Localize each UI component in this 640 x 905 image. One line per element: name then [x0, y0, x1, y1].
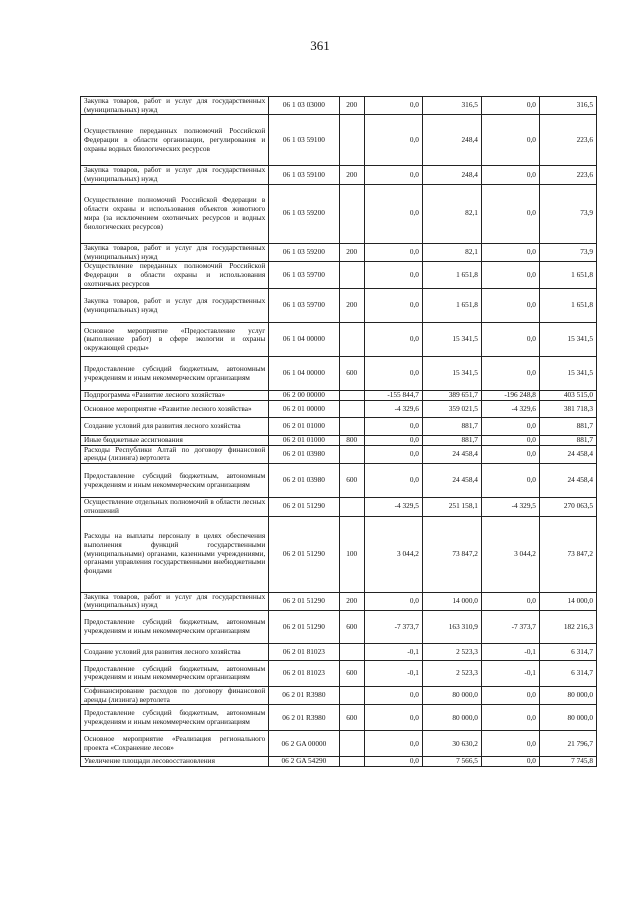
- expense-type-cell: [339, 498, 364, 516]
- amount-total-2-cell: 21 796,7: [539, 731, 596, 757]
- target-code-cell: 06 1 04 00000: [269, 357, 339, 391]
- expense-type-cell: [339, 184, 364, 243]
- amount-total-2-cell: 73,9: [539, 243, 596, 261]
- amount-change-1-cell: 0,0: [364, 445, 422, 463]
- expense-name-cell: Расходы на выплаты персоналу в целях обеспечения выполнения функций государственными (муниципальными) органами, казенными учреждениями, органами управления государственными внебюджетными фондами: [81, 516, 269, 592]
- amount-change-1-cell: -4 329,6: [364, 401, 422, 418]
- expense-type-cell: [339, 445, 364, 463]
- amount-total-2-cell: 15 341,5: [539, 357, 596, 391]
- amount-total-2-cell: 80 000,0: [539, 686, 596, 704]
- table-row: [81, 705, 597, 731]
- expense-name-cell: Осуществление отдельных полномочий в области лесных отношений: [81, 498, 269, 516]
- expense-type-cell: 600: [339, 464, 364, 498]
- expense-type-cell: 200: [339, 97, 364, 115]
- target-code-cell: 06 2 01 01000: [269, 436, 339, 446]
- table-row: [81, 660, 597, 686]
- expense-name-cell: Основное мероприятие «Реализация регионального проекта «Сохранение лесов»: [81, 731, 269, 757]
- expense-name-cell: Предоставление субсидий бюджетным, автономным учреждениям и иным некоммерческим организациям: [81, 705, 269, 731]
- expense-name-cell: Предоставление субсидий бюджетным, автономным учреждениям и иным некоммерческим организациям: [81, 610, 269, 643]
- table-row: [81, 97, 597, 115]
- expense-name-cell: Предоставление субсидий бюджетным, автономным учреждениям и иным некоммерческим организациям: [81, 660, 269, 686]
- amount-total-1-cell: 15 341,5: [422, 357, 481, 391]
- table-row: [81, 243, 597, 261]
- amount-change-1-cell: 0,0: [364, 97, 422, 115]
- amount-change-1-cell: -0,1: [364, 660, 422, 686]
- amount-change-1-cell: 0,0: [364, 686, 422, 704]
- table-row: [81, 445, 597, 463]
- amount-total-1-cell: 163 310,9: [422, 610, 481, 643]
- target-code-cell: 06 2 01 51290: [269, 610, 339, 643]
- target-code-cell: 06 1 03 59100: [269, 166, 339, 184]
- target-code-cell: 06 2 01 81023: [269, 660, 339, 686]
- expense-type-cell: 800: [339, 436, 364, 446]
- amount-change-2-cell: -7 373,7: [481, 610, 539, 643]
- expense-type-cell: 600: [339, 357, 364, 391]
- amount-total-1-cell: 248,4: [422, 166, 481, 184]
- expense-name-cell: Закупка товаров, работ и услуг для государственных (муниципальных) нужд: [81, 592, 269, 610]
- expense-type-cell: 200: [339, 592, 364, 610]
- expense-type-cell: [339, 643, 364, 660]
- amount-total-2-cell: 80 000,0: [539, 705, 596, 731]
- expense-name-cell: Предоставление субсидий бюджетным, автономным учреждениям и иным некоммерческим организациям: [81, 357, 269, 391]
- expense-type-cell: 100: [339, 516, 364, 592]
- expense-type-cell: 600: [339, 705, 364, 731]
- expense-name-cell: Осуществление полномочий Российской Федерации в области охраны и использования объектов животного мира (за исключением охотничьих ресурсов и водных биологических ресурсов): [81, 184, 269, 243]
- amount-change-2-cell: 0,0: [481, 166, 539, 184]
- amount-change-2-cell: 0,0: [481, 418, 539, 436]
- target-code-cell: 06 2 01 51290: [269, 592, 339, 610]
- amount-change-2-cell: -4 329,5: [481, 498, 539, 516]
- amount-change-2-cell: 0,0: [481, 357, 539, 391]
- expense-name-cell: Осуществление переданных полномочий Российской Федерации в области организации, регулирования и охраны водных биологических ресурсов: [81, 115, 269, 166]
- amount-change-1-cell: 0,0: [364, 592, 422, 610]
- amount-total-1-cell: 80 000,0: [422, 705, 481, 731]
- target-code-cell: 06 2 01 81023: [269, 643, 339, 660]
- amount-change-2-cell: 0,0: [481, 323, 539, 357]
- amount-total-2-cell: 403 515,0: [539, 391, 596, 401]
- amount-total-1-cell: 7 566,5: [422, 757, 481, 767]
- amount-total-1-cell: 248,4: [422, 115, 481, 166]
- table-row: [81, 357, 597, 391]
- table-row: [81, 464, 597, 498]
- amount-change-1-cell: -4 329,5: [364, 498, 422, 516]
- table-row: [81, 166, 597, 184]
- amount-total-2-cell: 881,7: [539, 436, 596, 446]
- amount-total-2-cell: 14 000,0: [539, 592, 596, 610]
- amount-change-2-cell: 0,0: [481, 115, 539, 166]
- amount-change-1-cell: 0,0: [364, 262, 422, 289]
- amount-total-1-cell: 24 458,4: [422, 445, 481, 463]
- target-code-cell: 06 1 03 59700: [269, 289, 339, 323]
- amount-change-1-cell: 0,0: [364, 436, 422, 446]
- amount-change-1-cell: 0,0: [364, 115, 422, 166]
- target-code-cell: 06 2 01 51290: [269, 516, 339, 592]
- expense-type-cell: 600: [339, 610, 364, 643]
- expense-type-cell: [339, 401, 364, 418]
- amount-change-1-cell: 0,0: [364, 184, 422, 243]
- table-row: [81, 401, 597, 418]
- amount-change-2-cell: 0,0: [481, 445, 539, 463]
- expense-type-cell: [339, 686, 364, 704]
- amount-total-2-cell: 24 458,4: [539, 445, 596, 463]
- amount-change-2-cell: 0,0: [481, 686, 539, 704]
- amount-total-2-cell: 6 314,7: [539, 643, 596, 660]
- amount-total-1-cell: 251 158,1: [422, 498, 481, 516]
- expense-name-cell: Подпрограмма «Развитие лесного хозяйства»: [81, 391, 269, 401]
- amount-change-1-cell: 0,0: [364, 705, 422, 731]
- amount-change-2-cell: 0,0: [481, 97, 539, 115]
- expense-type-cell: [339, 418, 364, 436]
- target-code-cell: 06 2 01 03980: [269, 445, 339, 463]
- amount-total-2-cell: 223,6: [539, 166, 596, 184]
- amount-change-2-cell: 0,0: [481, 184, 539, 243]
- table-row: [81, 757, 597, 767]
- amount-change-2-cell: 0,0: [481, 731, 539, 757]
- amount-change-1-cell: 0,0: [364, 323, 422, 357]
- amount-change-2-cell: -0,1: [481, 643, 539, 660]
- amount-total-1-cell: 2 523,3: [422, 643, 481, 660]
- expense-name-cell: Расходы Республики Алтай по договору финансовой аренды (лизинга) вертолета: [81, 445, 269, 463]
- expense-name-cell: Закупка товаров, работ и услуг для государственных (муниципальных) нужд: [81, 289, 269, 323]
- expense-name-cell: Основное мероприятие «Развитие лесного хозяйства»: [81, 401, 269, 418]
- amount-change-2-cell: 0,0: [481, 464, 539, 498]
- amount-change-1-cell: 0,0: [364, 357, 422, 391]
- expense-type-cell: 200: [339, 166, 364, 184]
- amount-total-2-cell: 7 745,8: [539, 757, 596, 767]
- amount-change-1-cell: 0,0: [364, 243, 422, 261]
- amount-change-2-cell: 0,0: [481, 757, 539, 767]
- target-code-cell: 06 2 GA 00000: [269, 731, 339, 757]
- amount-change-1-cell: 0,0: [364, 418, 422, 436]
- amount-total-1-cell: 82,1: [422, 184, 481, 243]
- table-row: [81, 289, 597, 323]
- table-row: [81, 643, 597, 660]
- amount-total-1-cell: 73 847,2: [422, 516, 481, 592]
- expense-name-cell: Основное мероприятие «Предоставление услуг (выполнение работ) в сфере экологии и охраны окружающей среды»: [81, 323, 269, 357]
- target-code-cell: 06 2 01 51290: [269, 498, 339, 516]
- target-code-cell: 06 1 03 59100: [269, 115, 339, 166]
- amount-total-2-cell: 316,5: [539, 97, 596, 115]
- amount-change-2-cell: -196 248,8: [481, 391, 539, 401]
- expense-type-cell: [339, 115, 364, 166]
- expense-type-cell: [339, 731, 364, 757]
- amount-total-2-cell: 881,7: [539, 418, 596, 436]
- amount-total-1-cell: 389 651,7: [422, 391, 481, 401]
- amount-change-2-cell: 0,0: [481, 243, 539, 261]
- amount-total-2-cell: 15 341,5: [539, 323, 596, 357]
- table-row: [81, 418, 597, 436]
- amount-total-2-cell: 1 651,8: [539, 262, 596, 289]
- expense-type-cell: 600: [339, 660, 364, 686]
- table-row: [81, 436, 597, 446]
- table-row: [81, 323, 597, 357]
- table-row: [81, 391, 597, 401]
- amount-total-2-cell: 1 651,8: [539, 289, 596, 323]
- amount-total-1-cell: 881,7: [422, 436, 481, 446]
- amount-total-2-cell: 73,9: [539, 184, 596, 243]
- expense-name-cell: Создание условий для развития лесного хозяйства: [81, 643, 269, 660]
- expense-name-cell: Осуществление переданных полномочий Российской Федерации в области охраны и использования охотничьих ресурсов: [81, 262, 269, 289]
- amount-total-1-cell: 359 021,5: [422, 401, 481, 418]
- amount-change-1-cell: 0,0: [364, 289, 422, 323]
- expense-name-cell: Предоставление субсидий бюджетным, автономным учреждениям и иным некоммерческим организациям: [81, 464, 269, 498]
- amount-change-1-cell: -155 844,7: [364, 391, 422, 401]
- table-row: [81, 731, 597, 757]
- amount-change-1-cell: 0,0: [364, 464, 422, 498]
- expense-name-cell: Создание условий для развития лесного хозяйства: [81, 418, 269, 436]
- amount-change-1-cell: 0,0: [364, 757, 422, 767]
- expense-name-cell: Софинансирование расходов по договору финансовой аренды (лизинга) вертолета: [81, 686, 269, 704]
- expense-name-cell: Закупка товаров, работ и услуг для государственных (муниципальных) нужд: [81, 166, 269, 184]
- amount-total-1-cell: 1 651,8: [422, 289, 481, 323]
- amount-total-1-cell: 30 630,2: [422, 731, 481, 757]
- amount-change-1-cell: -7 373,7: [364, 610, 422, 643]
- table-row: [81, 592, 597, 610]
- amount-total-1-cell: 15 341,5: [422, 323, 481, 357]
- amount-total-2-cell: 73 847,2: [539, 516, 596, 592]
- table-row: [81, 610, 597, 643]
- target-code-cell: 06 2 GA 54290: [269, 757, 339, 767]
- expense-name-cell: Увеличение площади лесовосстановления: [81, 757, 269, 767]
- amount-change-1-cell: 0,0: [364, 731, 422, 757]
- target-code-cell: 06 1 04 00000: [269, 323, 339, 357]
- amount-change-1-cell: 0,0: [364, 166, 422, 184]
- expense-type-cell: [339, 757, 364, 767]
- amount-change-2-cell: 0,0: [481, 592, 539, 610]
- table-row: [81, 115, 597, 166]
- target-code-cell: 06 2 01 00000: [269, 401, 339, 418]
- target-code-cell: 06 1 03 59700: [269, 262, 339, 289]
- amount-total-2-cell: 223,6: [539, 115, 596, 166]
- target-code-cell: 06 2 01 01000: [269, 418, 339, 436]
- amount-total-1-cell: 1 651,8: [422, 262, 481, 289]
- amount-total-2-cell: 24 458,4: [539, 464, 596, 498]
- target-code-cell: 06 1 03 03000: [269, 97, 339, 115]
- budget-table-body: [81, 97, 597, 767]
- amount-total-1-cell: 24 458,4: [422, 464, 481, 498]
- amount-total-1-cell: 14 000,0: [422, 592, 481, 610]
- amount-change-2-cell: 3 044,2: [481, 516, 539, 592]
- target-code-cell: 06 1 03 59200: [269, 243, 339, 261]
- expense-name-cell: Закупка товаров, работ и услуг для государственных (муниципальных) нужд: [81, 97, 269, 115]
- amount-total-2-cell: 182 216,3: [539, 610, 596, 643]
- table-row: [81, 262, 597, 289]
- amount-total-1-cell: 82,1: [422, 243, 481, 261]
- amount-change-2-cell: -4 329,6: [481, 401, 539, 418]
- amount-total-1-cell: 316,5: [422, 97, 481, 115]
- amount-change-2-cell: -0,1: [481, 660, 539, 686]
- expense-name-cell: Иные бюджетные ассигнования: [81, 436, 269, 446]
- target-code-cell: 06 2 01 R3980: [269, 686, 339, 704]
- expense-type-cell: [339, 323, 364, 357]
- amount-change-2-cell: 0,0: [481, 262, 539, 289]
- amount-change-2-cell: 0,0: [481, 289, 539, 323]
- amount-total-1-cell: 881,7: [422, 418, 481, 436]
- expense-type-cell: [339, 391, 364, 401]
- expense-name-cell: Закупка товаров, работ и услуг для государственных (муниципальных) нужд: [81, 243, 269, 261]
- amount-total-1-cell: 2 523,3: [422, 660, 481, 686]
- expense-type-cell: [339, 262, 364, 289]
- target-code-cell: 06 2 01 R3980: [269, 705, 339, 731]
- amount-total-1-cell: 80 000,0: [422, 686, 481, 704]
- amount-total-2-cell: 270 063,5: [539, 498, 596, 516]
- amount-total-2-cell: 6 314,7: [539, 660, 596, 686]
- budget-table: [80, 96, 597, 767]
- amount-total-2-cell: 381 718,3: [539, 401, 596, 418]
- target-code-cell: 06 1 03 59200: [269, 184, 339, 243]
- target-code-cell: 06 2 01 03980: [269, 464, 339, 498]
- amount-change-2-cell: 0,0: [481, 705, 539, 731]
- table-row: [81, 686, 597, 704]
- target-code-cell: 06 2 00 00000: [269, 391, 339, 401]
- page-number: 361: [310, 38, 330, 53]
- amount-change-1-cell: 3 044,2: [364, 516, 422, 592]
- amount-change-1-cell: -0,1: [364, 643, 422, 660]
- table-row: [81, 184, 597, 243]
- table-row: [81, 516, 597, 592]
- amount-change-2-cell: 0,0: [481, 436, 539, 446]
- table-row: [81, 498, 597, 516]
- expense-type-cell: 200: [339, 243, 364, 261]
- expense-type-cell: 200: [339, 289, 364, 323]
